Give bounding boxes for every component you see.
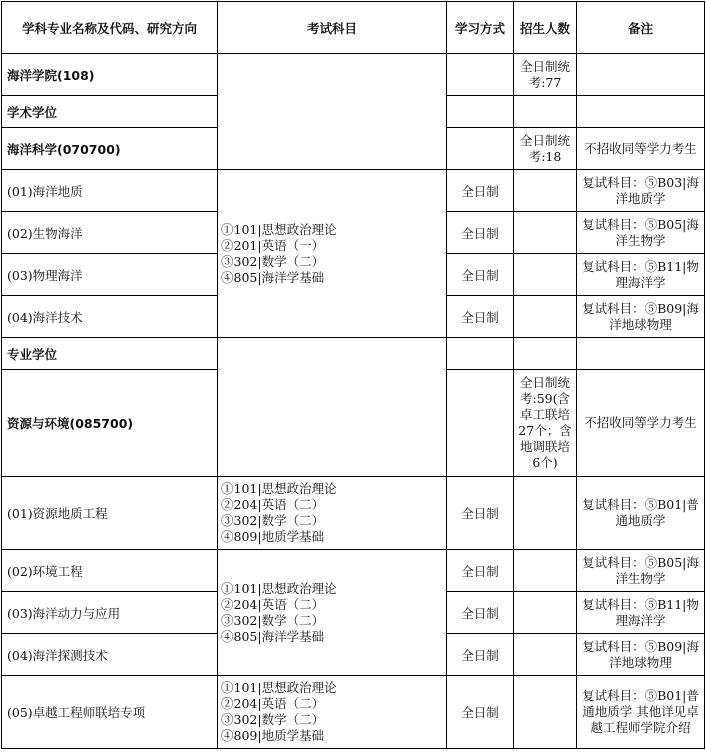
remark-cell: 不招收同等学力考生 [577, 370, 705, 477]
mode-cell: 全日制 [447, 254, 514, 296]
table-row [2, 477, 705, 550]
exam-subjects [218, 477, 447, 550]
exam-subject: ②204|英语（二） [221, 696, 325, 711]
remark-cell: 复试科目：⑤B09|海洋地球物理 [577, 296, 705, 338]
table-row [2, 338, 705, 370]
exam-subject: ③302|数学（二） [221, 712, 325, 727]
direction-name: (05)卓越工程师联培专项 [2, 676, 218, 749]
exam-subject: ③302|数学（二） [221, 612, 325, 628]
remark-cell: 复试科目：⑤B11|物理海洋学 [577, 592, 705, 634]
enrollment-cell [514, 634, 577, 676]
mode-cell: 全日制 [447, 634, 514, 676]
remark-cell: 复试科目：⑤B05|海洋生物学 [577, 212, 705, 254]
exam-subject: ②201|英语（一） [221, 237, 325, 253]
enrollment-cell [514, 676, 577, 749]
direction-name: (03)物理海洋 [2, 254, 218, 296]
exam-subject: ②204|英语（二） [221, 596, 325, 612]
exam-subject: ①101|思想政治理论 [221, 481, 337, 496]
enrollment-cell [514, 550, 577, 592]
header-mode: 学习方式 [447, 2, 514, 54]
direction-name: (01)海洋地质 [2, 170, 218, 212]
enrollment-cell: 全日制统考:77 [514, 54, 577, 96]
mode-cell: 全日制 [447, 550, 514, 592]
header-exam: 考试科目 [218, 2, 447, 54]
mode-cell: 全日制 [447, 296, 514, 338]
exam-subject: ④809|地质学基础 [221, 529, 325, 544]
exam-subjects [218, 170, 447, 338]
direction-name: (02)环境工程 [2, 550, 218, 592]
mode-cell [447, 370, 514, 477]
remark-cell [577, 338, 705, 370]
enrollment-cell: 全日制统考:59(含卓工联培27个；含地调联培6个) [514, 370, 577, 477]
enrollment-cell: 全日制统考:18 [514, 128, 577, 170]
exam-empty-cell [218, 54, 447, 170]
remark-cell: 复试科目：⑤B09|海洋地球物理 [577, 634, 705, 676]
program-name: 资源与环境(085700) [2, 370, 218, 477]
header-row [2, 2, 705, 54]
exam-subject: ③302|数学（二） [221, 513, 325, 528]
exam-subject: ②204|英语（二） [221, 497, 325, 512]
direction-name: (02)生物海洋 [2, 212, 218, 254]
table-row [2, 170, 705, 212]
direction-name: (04)海洋探测技术 [2, 634, 218, 676]
mode-cell: 全日制 [447, 592, 514, 634]
enrollment-cell [514, 296, 577, 338]
remark-cell: 复试科目：⑤B05|海洋生物学 [577, 550, 705, 592]
exam-subject: ③302|数学（二） [221, 253, 325, 269]
mode-cell: 全日制 [447, 676, 514, 749]
exam-subject: ④809|地质学基础 [221, 728, 325, 743]
exam-subject: ④805|海洋学基础 [221, 269, 325, 285]
remark-cell: 不招收同等学力考生 [577, 128, 705, 170]
mode-cell [447, 54, 514, 96]
direction-name: (03)海洋动力与应用 [2, 592, 218, 634]
header-enrollment: 招生人数 [514, 2, 577, 54]
mode-cell [447, 96, 514, 128]
exam-subject: ①101|思想政治理论 [221, 580, 337, 596]
direction-name: (04)海洋技术 [2, 296, 218, 338]
exam-empty-cell [218, 338, 447, 477]
mode-cell: 全日制 [447, 212, 514, 254]
enrollment-cell [514, 254, 577, 296]
college-name: 海洋学院(108) [2, 54, 218, 96]
table-row [2, 54, 705, 96]
academic-degree-label: 学术学位 [2, 96, 218, 128]
exam-subject: ①101|思想政治理论 [221, 221, 337, 237]
mode-cell: 全日制 [447, 477, 514, 550]
mode-cell: 全日制 [447, 170, 514, 212]
mode-cell [447, 338, 514, 370]
remark-cell: 复试科目：⑤B01|普通地质学 其他详见卓越工程师学院介绍 [577, 676, 705, 749]
remark-cell: 复试科目：⑤B03|海洋地质学 [577, 170, 705, 212]
mode-cell [447, 128, 514, 170]
professional-degree-label: 专业学位 [2, 338, 218, 370]
enrollment-cell [514, 592, 577, 634]
header-remarks: 备注 [577, 2, 705, 54]
exam-subject: ④805|海洋学基础 [221, 628, 325, 644]
remark-cell: 复试科目：⑤B01|普通地质学 [577, 477, 705, 550]
enrollment-cell [514, 338, 577, 370]
table-row [2, 676, 705, 749]
table-row [2, 550, 705, 592]
enrollment-cell [514, 477, 577, 550]
enrollment-cell [514, 170, 577, 212]
remark-cell: 复试科目：⑤B11|物理海洋学 [577, 254, 705, 296]
header-program: 学科专业名称及代码、研究方向 [2, 2, 218, 54]
program-name: 海洋科学(070700) [2, 128, 218, 170]
exam-subject: ①101|思想政治理论 [221, 680, 337, 695]
direction-name: (01)资源地质工程 [2, 477, 218, 550]
enrollment-cell [514, 212, 577, 254]
enrollment-cell [514, 96, 577, 128]
admissions-table [1, 1, 705, 749]
exam-subjects [218, 550, 447, 676]
remark-cell [577, 54, 705, 96]
exam-subjects [218, 676, 447, 749]
remark-cell [577, 96, 705, 128]
